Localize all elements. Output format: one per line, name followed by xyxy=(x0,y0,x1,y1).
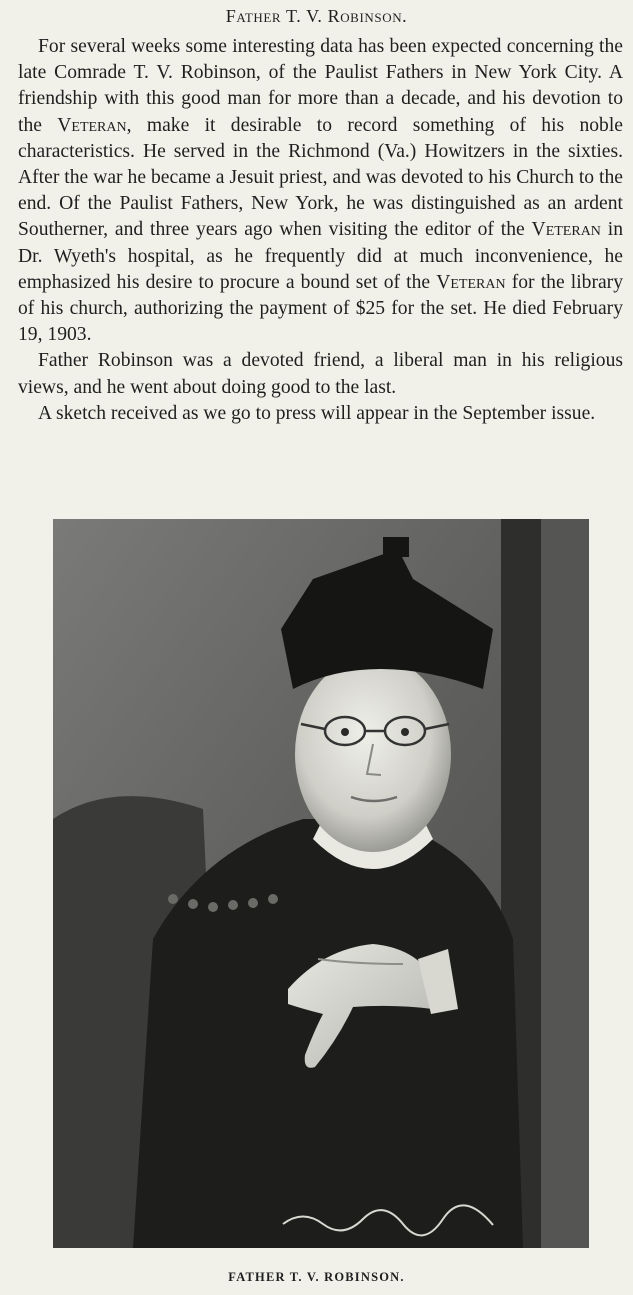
paragraph-1 xyxy=(18,34,623,348)
veteran-name: Veteran xyxy=(57,114,127,136)
paragraph-1-segment: For several weeks some interesting data has been expected concerning the late Comrade T. V. Robinson, of the Paulist Fathers in New York City. A friendship with this good man for more than a decade, and his devotion to the xyxy=(18,36,623,136)
portrait-photo xyxy=(53,519,589,1248)
article-body xyxy=(18,34,623,427)
paragraph-3-text: A sketch received as we go to press will appear in the September issue. xyxy=(38,402,596,424)
paragraph-3 xyxy=(18,401,623,427)
article-title: Father T. V. Robinson. xyxy=(225,6,408,26)
paragraph-1-segment: , make it desirable to record something of his noble characteristics. He served in the Richmond (Va.) Howitzers in the sixties. After the war he became a Jesuit priest, and was devoted to his Church to the end. Of the Paulist Fathers, New York, he was distinguished as an ardent Southerner, and three years ago when visiting the editor of the xyxy=(18,114,623,241)
photo-caption: FATHER T. V. ROBINSON. xyxy=(228,1270,405,1284)
portrait-illustration xyxy=(53,519,589,1248)
paragraph-2-text: Father Robinson was a devoted friend, a liberal man in his religious views, and he went about doing good to the last. xyxy=(18,350,623,398)
veteran-name: Veteran xyxy=(436,271,506,293)
veteran-name: Veteran xyxy=(531,219,601,241)
paragraph-1-segment: for the library of his church, authorizing the payment of $25 for the set. He died February 19, 1903. xyxy=(18,271,623,346)
paragraph-1-segment: in Dr. Wyeth's hospital, as he frequently did at much inconvenience, he emphasized his desire to procure a bound set of the xyxy=(18,219,624,293)
paragraph-2 xyxy=(18,348,623,400)
